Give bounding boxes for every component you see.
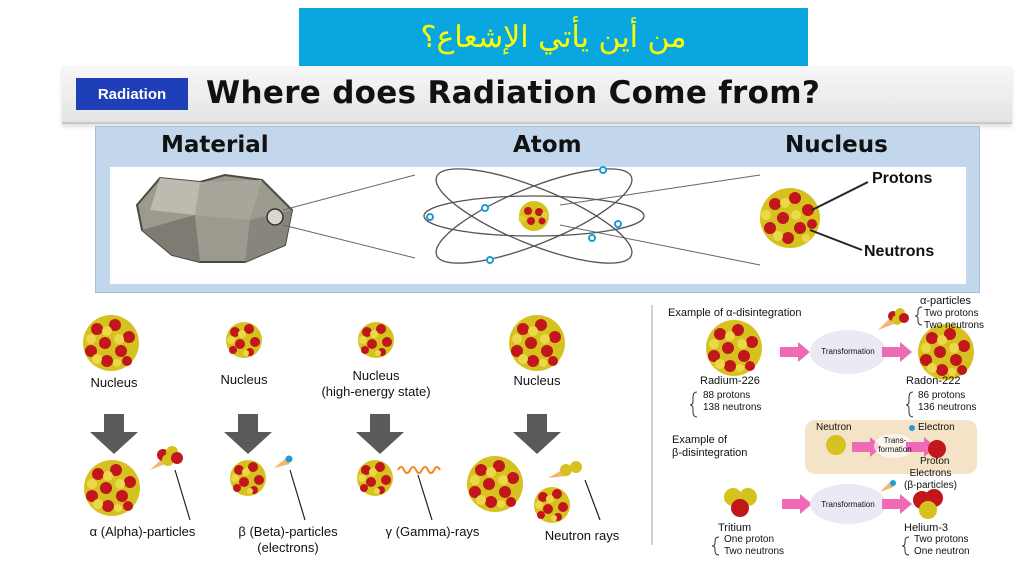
inset-neutron-label: Neutron <box>816 422 852 433</box>
helium-nucleus-icon <box>913 489 943 519</box>
helium-composition: Two protons One neutron <box>914 534 970 557</box>
radium-nucleus-icon <box>706 320 762 376</box>
beta-electrons-label: Electrons (β-particles) <box>904 468 957 491</box>
arabic-title: من أين يأتي الإشعاع؟ <box>420 19 687 55</box>
pink-arrow-icon <box>782 494 812 514</box>
heading-atom: Atom <box>513 132 582 158</box>
neutrons-label: Neutrons <box>864 243 935 260</box>
alpha-source-label: Nucleus <box>90 375 138 390</box>
tritium-label: Tritium <box>718 522 752 534</box>
electron-icon <box>909 425 915 431</box>
gamma-source-label: Nucleus (high-energy state) <box>321 368 431 399</box>
alpha-particles-label: α-particles <box>920 295 971 307</box>
inset-electron-label: Electron <box>918 422 955 433</box>
alpha-particles-detail: Two protons Two neutrons <box>924 308 985 331</box>
neutron-result-label: Neutron rays <box>544 528 620 543</box>
protons-label: Protons <box>872 170 933 187</box>
radium-composition: 88 protons 138 neutrons <box>703 390 762 413</box>
beta-result-label: β (Beta)-particles (electrons) <box>238 524 338 555</box>
inset-transformation-label: Trans- formation <box>878 436 912 454</box>
neutron-source-label: Nucleus <box>513 373 561 388</box>
neutron-ball-icon <box>826 435 846 455</box>
radon-label: Radon-222 <box>906 375 961 387</box>
pink-arrow-icon <box>882 494 912 514</box>
heading-nucleus: Nucleus <box>785 132 888 158</box>
alpha-transformation-label: Transformation <box>821 347 875 356</box>
gamma-result-label: γ (Gamma)-rays <box>385 524 480 539</box>
helium-label: Helium-3 <box>904 522 949 534</box>
pink-arrow-icon <box>780 342 810 362</box>
radon-composition: 86 protons 136 neutrons <box>918 390 977 413</box>
tritium-composition: One proton Two neutrons <box>724 534 785 557</box>
beta-transformation-label: Transformation <box>821 500 875 509</box>
radon-nucleus-icon <box>918 324 974 380</box>
tritium-nucleus-icon <box>724 488 757 517</box>
heading-material: Material <box>161 132 269 158</box>
pink-arrow-icon <box>882 342 912 362</box>
radiation-tag: Radiation <box>76 78 188 110</box>
electron-icon <box>890 480 896 486</box>
alpha-example-title: Example of α-disintegration <box>668 307 802 319</box>
page-title: Where does Radiation Come from? <box>206 75 821 111</box>
beta-example-title: Example of β-disintegration <box>672 434 748 460</box>
alpha-result-label: α (Alpha)-particles <box>89 524 196 539</box>
radium-label: Radium-226 <box>700 375 760 387</box>
inset-proton-label: Proton <box>920 456 950 467</box>
beta-source-label: Nucleus <box>220 372 268 387</box>
